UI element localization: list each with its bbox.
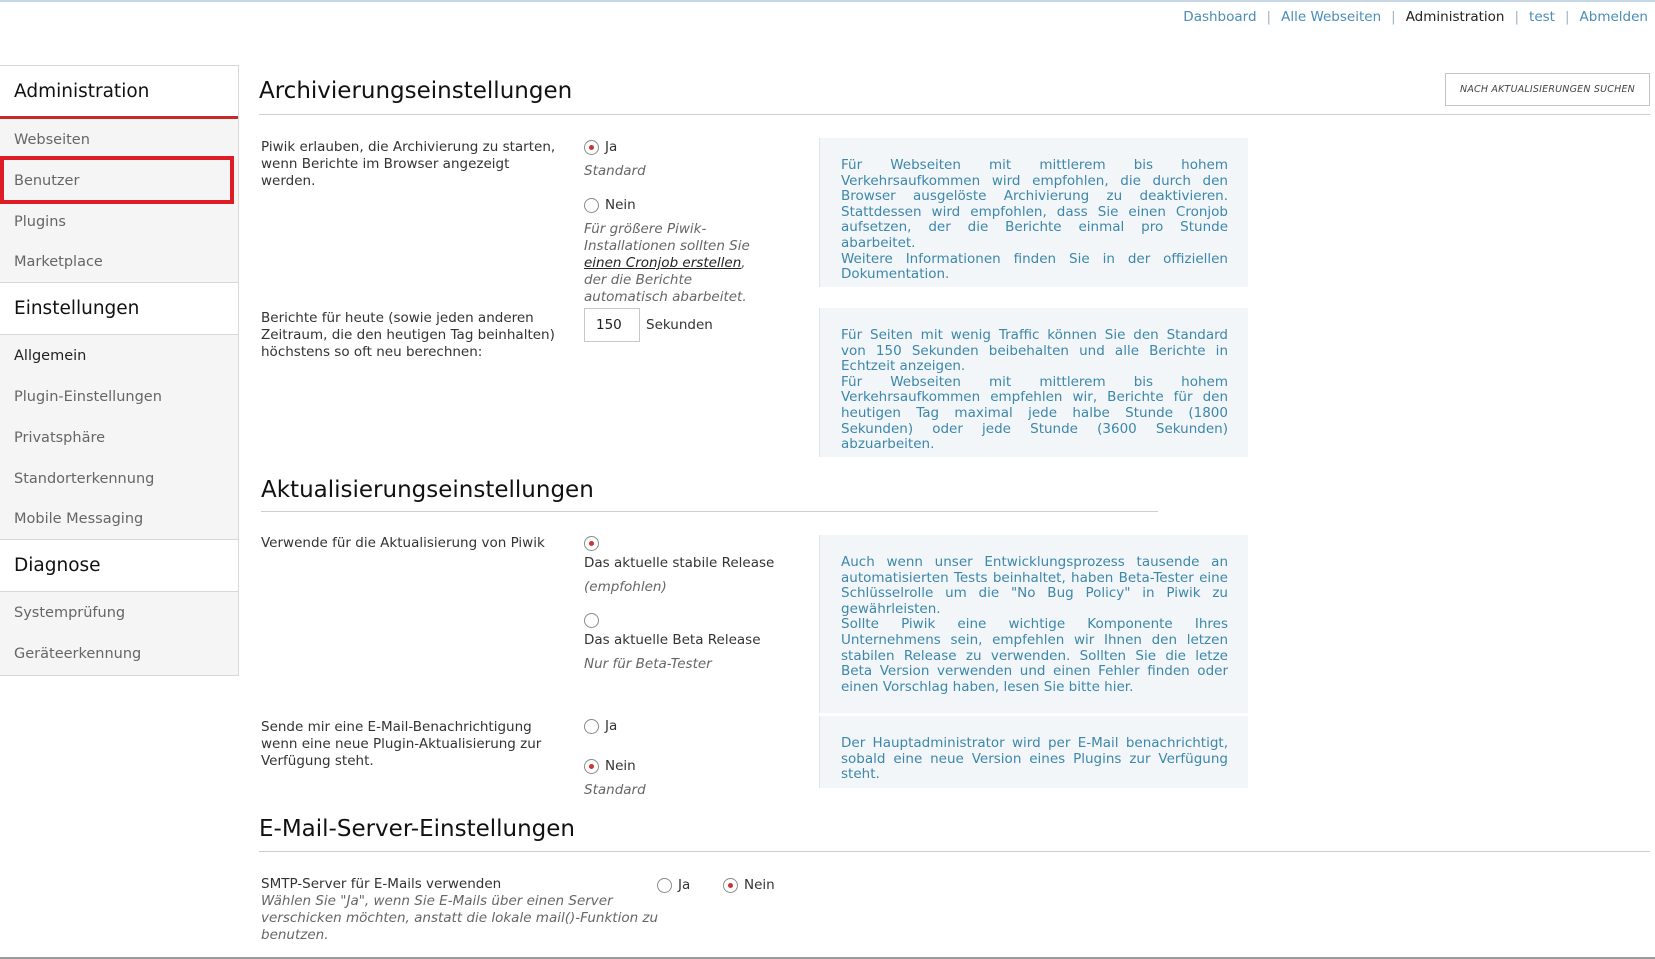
info-text: Sollte Piwik eine wichtige Komponente Ihres Unternehmens sein, empfehlen wir Ihnen den letzen stabilen Release zu verwenden. Sollten Sie die letze Beta Version verwenden und einen Fehler finden oder einen Vorschlag haben, lesen Sie bitte hier.	[841, 616, 1228, 695]
radio-label: Nein	[744, 877, 775, 893]
info-text: Für Seiten mit wenig Traffic können Sie den Standard von 150 Sekunden beibehalten und alle Berichte in Echtzeit anzeigen.	[841, 327, 1228, 375]
update-channel-beta-radio[interactable]	[584, 613, 605, 628]
sidebar-item-plugins[interactable]: Plugins	[14, 213, 66, 230]
update-channel-stable-hint: (empfohlen)	[584, 579, 667, 595]
browser-archiving-yes-option[interactable]	[584, 139, 617, 155]
update-channel-label: Verwende für die Aktualisierung von Piwik	[261, 535, 545, 551]
nav-separator: |	[1391, 9, 1396, 25]
radio-button[interactable]	[657, 878, 672, 893]
hint-text: , der die Berichte automatisch abarbeitet.	[584, 255, 747, 305]
update-channel-info-box	[819, 535, 1248, 713]
radio-label: Nein	[605, 758, 636, 774]
plugin-notify-info-box	[819, 716, 1248, 788]
browser-archiving-yes-hint: Standard	[584, 163, 646, 179]
sidebar-item-plugin-einstellungen[interactable]: Plugin-Einstellungen	[14, 388, 162, 405]
nav-separator: |	[1564, 9, 1570, 25]
radio-button[interactable]	[584, 759, 599, 774]
browser-archiving-no-option[interactable]	[584, 197, 636, 213]
browser-archiving-label: Piwik erlauben, die Archivierung zu starten, wenn Berichte im Browser angezeigt werden.	[261, 139, 556, 189]
radio-button[interactable]	[584, 140, 599, 155]
sidebar-heading-administration: Administration	[0, 66, 238, 119]
cronjob-link[interactable]: einen Cronjob erstellen	[584, 255, 742, 271]
radio-label: Ja	[605, 139, 618, 155]
sidebar-heading-einstellungen: Einstellungen	[0, 283, 238, 335]
admin-sidebar	[0, 65, 239, 676]
update-channel-beta-hint: Nur für Beta-Tester	[584, 656, 712, 672]
section-divider	[261, 511, 1158, 512]
info-text: Für Webseiten mit mittlerem bis hohem Verkehrsaufkommen empfehlen wir, Berichte für den heutigen Tag maximal jede halbe Stunde (1800 Sekunden) oder jede Stunde (3600 Sekunden) abzuarbeiten.	[841, 373, 1228, 453]
sidebar-item-standorterkennung[interactable]: Standorterkennung	[14, 470, 155, 487]
info-text: Für Webseiten mit mittlerem bis hohem Verkehrsaufkommen wird empfohlen, die durch den Browser ausgelöste Archivierung zu deaktivieren. Stattdessen wird empfohlen, dass Sie einen Cronjob aufsetzen, der die Berichte einmal pro Stunde abarbeitet.	[841, 157, 1228, 251]
smtp-yes-option[interactable]	[657, 877, 690, 893]
sidebar-heading-diagnose: Diagnose	[0, 540, 238, 592]
sidebar-item-benutzer[interactable]: Benutzer	[14, 172, 80, 189]
nav-separator: |	[1266, 9, 1272, 25]
radio-label: Ja	[678, 877, 691, 893]
info-text: Weitere Informationen finden Sie in der offiziellen Dokumentation.	[841, 250, 1228, 283]
sidebar-item-systempruefung[interactable]: Systemprüfung	[14, 604, 126, 621]
info-text: Auch wenn unser Entwicklungsprozess tausende an automatisierten Tests beinhaltet, haben Beta-Tester eine Schlüsselrolle um die "No Bug Policy" in Piwik zu gewährleisten.	[841, 554, 1228, 617]
radio-button[interactable]	[723, 878, 738, 893]
radio-label: Nein	[605, 197, 636, 213]
plugin-notify-yes-option[interactable]	[584, 718, 617, 734]
plugin-notify-label: Sende mir eine E-Mail-Benachrichtigung wenn eine neue Plugin-Aktualisierung zur Verfügung steht.	[261, 719, 542, 769]
radio-button[interactable]	[584, 536, 599, 551]
radio-button[interactable]	[584, 198, 599, 213]
update-channel-stable-radio[interactable]	[584, 536, 605, 551]
today-ttl-label: Berichte für heute (sowie jeden anderen Zeitraum, die den heutigen Tag beinhalten) höchstens so oft neu berechnen:	[261, 310, 555, 360]
nav-separator: |	[1514, 9, 1520, 25]
radio-button[interactable]	[584, 719, 599, 734]
today-ttl-unit: Sekunden	[646, 317, 713, 333]
archiving-section-title: Archivierungseinstellungen	[259, 78, 573, 104]
mail-section-title: E-Mail-Server-Einstellungen	[259, 816, 576, 842]
section-divider	[259, 114, 1650, 115]
top-navigation	[1183, 9, 1648, 25]
info-text: Der Hauptadministrator wird per E-Mail benachrichtigt, sobald eine neue Version eines Plugins zur Verfügung steht.	[841, 735, 1228, 783]
browser-archiving-no-hint	[584, 221, 764, 306]
hint-text: Für größere Piwik-Installationen sollten Sie	[584, 221, 750, 254]
smtp-no-option[interactable]	[723, 877, 775, 893]
plugin-notify-no-option[interactable]	[584, 758, 636, 774]
smtp-hint: Wählen Sie "Ja", wenn Sie E-Mails über einen Server verschicken möchten, anstatt die lokale mail()-Funktion zu benutzen.	[261, 893, 659, 943]
updates-section-title: Aktualisierungseinstellungen	[261, 477, 594, 503]
radio-button[interactable]	[584, 613, 599, 628]
sidebar-item-privatsphaere[interactable]: Privatsphäre	[14, 429, 106, 446]
nav-administration-link[interactable]: Administration	[1405, 9, 1505, 25]
check-for-updates-button[interactable]: NACH AKTUALISIERUNGEN SUCHEN	[1445, 73, 1650, 106]
nav-logout-link[interactable]: Abmelden	[1579, 9, 1648, 25]
smtp-label: SMTP-Server für E-Mails verwenden	[261, 876, 502, 892]
sidebar-item-mobile-messaging[interactable]: Mobile Messaging	[0, 499, 238, 540]
top-border	[0, 0, 1655, 2]
browser-archiving-info-box	[819, 138, 1248, 287]
nav-user-link[interactable]: test	[1529, 9, 1555, 25]
today-ttl-input[interactable]	[584, 308, 640, 342]
update-channel-beta-label[interactable]: Das aktuelle Beta Release	[584, 632, 761, 648]
plugin-notify-no-hint: Standard	[584, 782, 646, 798]
update-channel-stable-label[interactable]: Das aktuelle stabile Release	[584, 555, 775, 571]
today-ttl-info-box	[819, 308, 1248, 457]
sidebar-item-allgemein[interactable]: Allgemein	[14, 347, 87, 364]
sidebar-item-marketplace[interactable]: Marketplace	[0, 242, 238, 283]
radio-label: Ja	[605, 718, 618, 734]
nav-all-sites-link[interactable]: Alle Webseiten	[1281, 9, 1382, 25]
section-divider	[259, 851, 1650, 852]
sidebar-item-webseiten[interactable]: Webseiten	[14, 131, 90, 148]
nav-dashboard-link[interactable]: Dashboard	[1183, 9, 1257, 25]
sidebar-item-geraeteerkennung[interactable]: Geräteerkennung	[14, 645, 142, 662]
